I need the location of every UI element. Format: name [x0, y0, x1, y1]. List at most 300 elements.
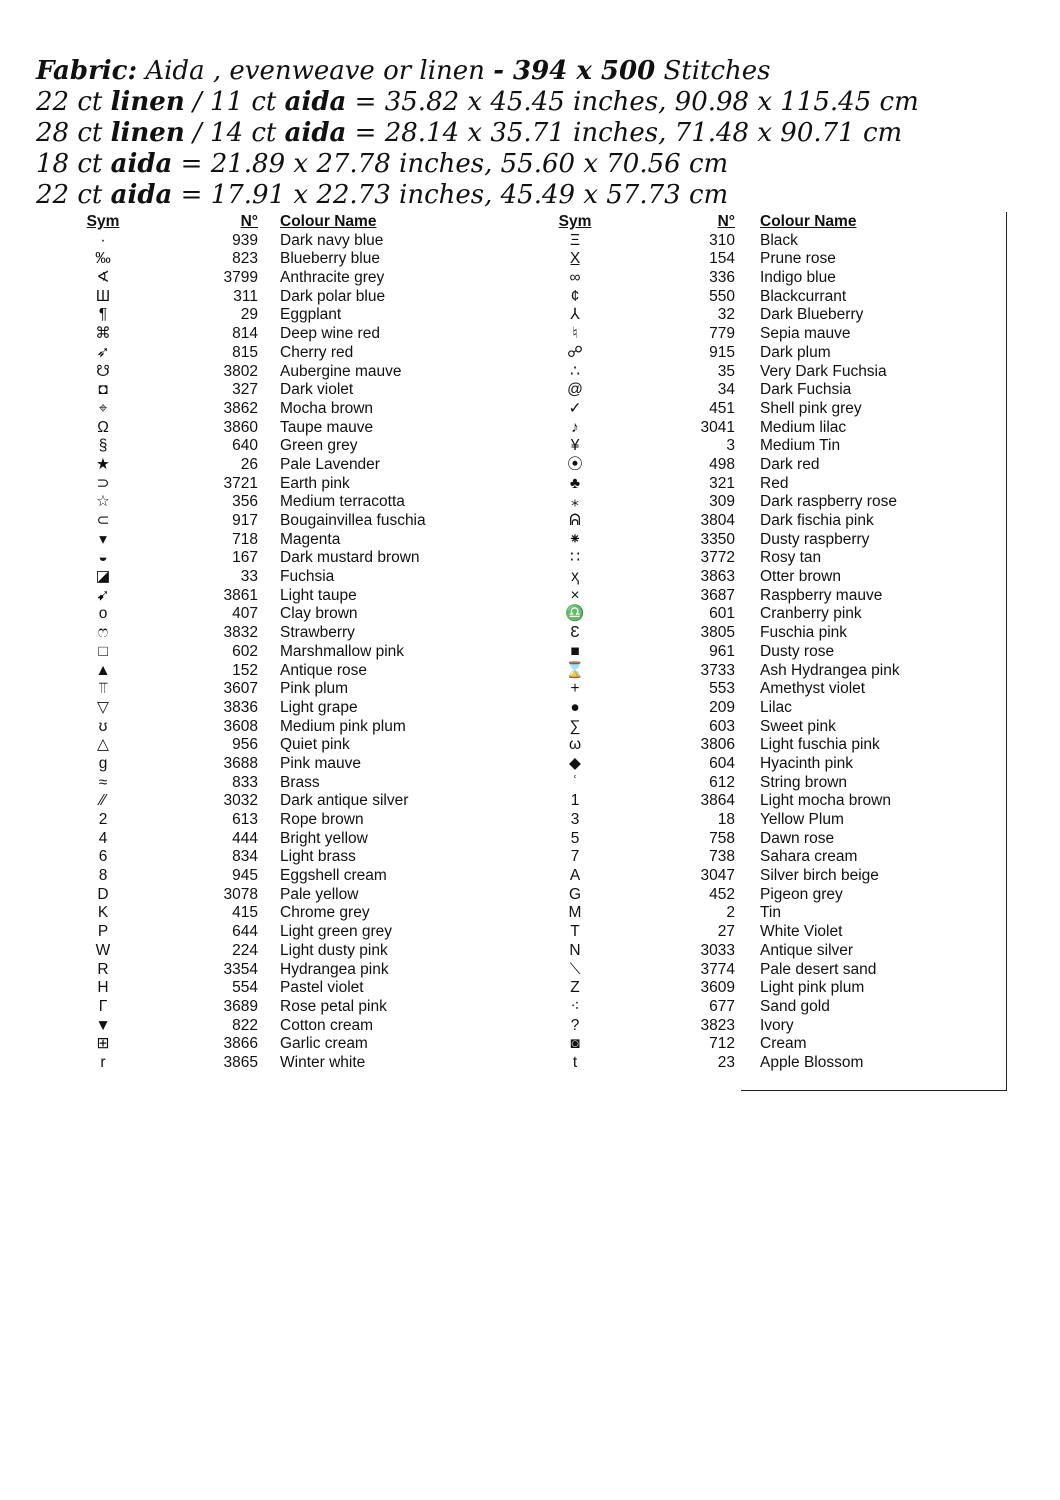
colour-name-header: Colour Name — [280, 213, 377, 230]
colour-name-header: Colour Name — [760, 213, 857, 230]
colour-name-cell: Hydrangea pink — [280, 960, 389, 978]
fabric-line-2 — [36, 87, 1036, 118]
thread-number-cell: 336 — [709, 269, 735, 287]
symbol-cell: @ — [567, 381, 583, 399]
thread-number-cell: 3836 — [223, 698, 258, 716]
colour-name-cell: Chrome grey — [280, 904, 370, 922]
thread-number-cell: 3733 — [700, 661, 735, 679]
symbol-cell: × — [570, 586, 580, 604]
thread-number-cell: 18 — [717, 811, 735, 828]
colour-name-cell: Apple Blossom — [760, 1053, 864, 1071]
colour-name-cell: Yellow Plum — [760, 811, 844, 828]
colour-name-cell: Magenta — [280, 530, 341, 548]
colour-name-cell: Eggplant — [280, 306, 342, 324]
colour-name-cell: Light green grey — [280, 923, 393, 941]
colour-name-cell: Light mocha brown — [760, 792, 891, 810]
fabric-line-5 — [36, 180, 1036, 211]
colour-name-cell: Light brass — [280, 848, 356, 866]
symbol-cell: T — [570, 923, 580, 941]
symbol-cell: ¢ — [570, 287, 580, 305]
count-text: / 14 ct — [184, 118, 285, 148]
colour-name-cell: Dark Fuchsia — [760, 381, 852, 399]
thread-number-cell: 553 — [709, 680, 735, 698]
thread-number-cell: 834 — [232, 848, 258, 866]
symbol-cell: § — [98, 437, 108, 455]
thread-number-cell: 451 — [709, 399, 735, 417]
colour-name-cell: Pigeon grey — [760, 885, 843, 903]
thread-number-cell: 3862 — [223, 399, 258, 417]
thread-number-cell: 3774 — [700, 960, 735, 978]
thread-number-cell: 3032 — [223, 792, 258, 810]
thread-number-cell: 224 — [232, 941, 258, 959]
symbol-cell: ω — [568, 736, 582, 754]
symbol-cell: Γ — [98, 997, 108, 1015]
fabric-line-4 — [36, 149, 1036, 180]
thread-number-cell: 3806 — [700, 736, 735, 754]
colour-name-cell: Medium lilac — [760, 418, 847, 436]
colour-name-cell: Light pink plum — [760, 979, 865, 997]
symbol-cell: ? — [570, 1016, 580, 1034]
colour-name-cell: Dusty raspberry — [760, 530, 870, 548]
symbol-cell: ¥ — [570, 437, 580, 455]
colour-name-cell: Pale desert sand — [760, 960, 877, 978]
colour-name-cell: Light taupe — [280, 586, 357, 604]
thread-number-cell: 613 — [232, 811, 258, 828]
symbol-cell: G — [568, 885, 582, 903]
thread-number-cell: 3047 — [700, 867, 735, 885]
thread-number-cell: 3860 — [223, 418, 258, 436]
symbol-cell: g — [98, 754, 108, 772]
symbol-cell: ⁄⁄ — [100, 792, 106, 810]
colour-name-cell: Blueberry blue — [280, 250, 380, 268]
symbol-cell: N — [569, 941, 581, 959]
number-header: N° — [717, 213, 735, 230]
colour-name-cell: Sweet pink — [760, 717, 836, 735]
colour-name-cell: Pastel violet — [280, 979, 364, 997]
thread-number-cell: 644 — [232, 923, 258, 941]
colour-name-cell: Dark navy blue — [280, 231, 384, 249]
count-text: 28 ct — [36, 118, 111, 148]
thread-number-cell: 407 — [232, 605, 258, 623]
thread-number-cell: 309 — [709, 493, 735, 511]
colour-name-cell: Amethyst violet — [760, 680, 866, 698]
symbol-cell: ∑ — [569, 717, 581, 735]
thread-number-cell: 3033 — [700, 941, 735, 959]
symbol-cell: ‰ — [95, 250, 111, 268]
symbol-cell: Ɛ — [570, 624, 580, 642]
colour-name-cell: Antique silver — [760, 941, 854, 959]
thread-number-cell: 209 — [709, 698, 735, 716]
thread-number-cell: 29 — [240, 306, 258, 324]
symbol-cell: ∞ — [569, 269, 581, 287]
thread-number-cell: 961 — [709, 642, 735, 660]
thread-number-cell: 712 — [709, 1035, 735, 1053]
symbol-cell: ⟍ — [569, 960, 581, 978]
thread-number-cell: 452 — [709, 885, 735, 903]
symbol-cell: 6 — [98, 848, 108, 866]
colour-name-cell: Antique rose — [280, 661, 368, 679]
fabric-types: Aida , evenweave or linen — [137, 56, 494, 86]
fabric-line-1 — [36, 56, 1036, 87]
symbol-cell: ☆ — [96, 493, 110, 511]
colour-name-cell: Pink mauve — [280, 754, 361, 772]
symbol-cell: ✓ — [568, 399, 582, 417]
symbol-cell: ҳ — [571, 568, 579, 586]
thread-number-cell: 444 — [232, 829, 258, 847]
colour-name-cell: Fuschia pink — [760, 624, 848, 642]
thread-number-cell: 779 — [709, 325, 735, 343]
thread-number-cell: 718 — [232, 530, 258, 548]
symbol-cell: ♮ — [572, 325, 578, 343]
colour-name-cell: Eggshell cream — [280, 867, 387, 885]
colour-name-cell: Rope brown — [280, 811, 364, 828]
colour-name-cell: Light dusty pink — [280, 941, 388, 959]
symbol-cell: Z — [570, 979, 580, 997]
symbol-cell: ¶ — [98, 306, 108, 324]
thread-number-cell: 554 — [232, 979, 258, 997]
symbol-cell: ෆ — [97, 624, 109, 642]
symbol-cell: ⁖ — [570, 997, 580, 1015]
symbol-cell: ⌖ — [98, 399, 108, 417]
sym-header: Sym — [558, 213, 592, 230]
symbol-cell: 5 — [570, 829, 580, 847]
colour-name-cell: Cream — [760, 1035, 807, 1053]
thread-number-cell: 601 — [709, 605, 735, 623]
thread-number-cell: 758 — [709, 829, 735, 847]
aida-label: aida — [110, 149, 173, 179]
colour-name-cell: Mocha brown — [280, 399, 374, 417]
symbol-cell: + — [570, 680, 580, 698]
symbol-cell: ⊞ — [96, 1035, 110, 1053]
symbol-cell: Ш — [95, 287, 111, 305]
colour-name-cell: Dusty rose — [760, 642, 835, 660]
colour-name-cell: Anthracite grey — [280, 269, 385, 287]
thread-number-cell: 956 — [232, 736, 258, 754]
colour-name-cell: Dark antique silver — [280, 792, 409, 810]
aida-label: aida — [110, 180, 173, 210]
thread-number-cell: 3866 — [223, 1035, 258, 1053]
symbol-cell: ♪ — [571, 418, 579, 436]
table-border-right — [1006, 212, 1007, 1090]
thread-number-cell: 35 — [717, 362, 735, 380]
thread-number-cell: 3608 — [223, 717, 258, 735]
thread-number-cell: 27 — [717, 923, 735, 941]
aida-label: aida — [284, 118, 347, 148]
thread-number-cell: 3772 — [700, 549, 735, 567]
thread-number-cell: 3688 — [223, 754, 258, 772]
symbol-cell: t — [572, 1053, 578, 1071]
thread-number-cell: 3861 — [223, 586, 258, 604]
size-text: = 17.91 x 22.73 inches, 45.49 x 57.73 cm — [172, 180, 729, 210]
colour-name-cell: Clay brown — [280, 605, 358, 623]
thread-number-cell: 3864 — [700, 792, 735, 810]
colour-name-cell: Dark mustard brown — [280, 549, 420, 567]
thread-number-cell: 3354 — [223, 960, 258, 978]
linen-label: linen — [110, 87, 185, 117]
thread-number-cell: 3823 — [700, 1016, 735, 1034]
thread-number-cell: 3863 — [700, 568, 735, 586]
symbol-cell: ☋ — [96, 362, 110, 380]
thread-number-cell: 32 — [717, 306, 735, 324]
symbol-cell: ◒ — [98, 549, 108, 567]
colour-name-cell: Sand gold — [760, 997, 830, 1015]
symbol-cell: ◪ — [95, 568, 111, 586]
colour-name-cell: Lilac — [760, 698, 792, 716]
colour-name-cell: Pale yellow — [280, 885, 359, 903]
count-text: 22 ct — [36, 180, 111, 210]
thread-number-cell: 154 — [709, 250, 735, 268]
symbol-cell: Ω — [97, 418, 109, 436]
colour-name-cell: Dark polar blue — [280, 287, 386, 305]
aida-label: aida — [284, 87, 347, 117]
colour-name-cell: Prune rose — [760, 250, 836, 268]
symbol-cell: ʊ — [98, 717, 108, 735]
colour-name-cell: Cotton cream — [280, 1016, 374, 1034]
number-header: N° — [240, 213, 258, 230]
symbol-cell: ▼ — [95, 1016, 111, 1034]
symbol-cell: ∷ — [570, 549, 580, 567]
colour-name-cell: Brass — [280, 773, 320, 791]
sym-header: Sym — [86, 213, 120, 230]
symbol-cell: ◆ — [569, 754, 581, 772]
symbol-cell: ■ — [570, 642, 580, 660]
thread-number-cell: 167 — [232, 549, 258, 567]
colour-name-cell: Black — [760, 231, 798, 249]
symbol-cell: M — [568, 904, 582, 922]
thread-number-cell: 3865 — [223, 1053, 258, 1071]
thread-number-cell: 3350 — [700, 530, 735, 548]
symbol-cell: H — [97, 979, 109, 997]
thread-number-cell: 602 — [232, 642, 258, 660]
symbol-cell: R — [97, 960, 109, 978]
symbol-cell: 3 — [570, 811, 580, 828]
symbol-cell: ◘ — [98, 381, 108, 399]
count-text: 18 ct — [36, 149, 111, 179]
colour-name-cell: Dark raspberry rose — [760, 493, 897, 511]
colour-name-cell: Dark fischia pink — [760, 512, 874, 529]
fabric-line-3 — [36, 118, 1036, 149]
symbol-cell: o — [98, 605, 108, 623]
thread-number-cell: 310 — [709, 231, 735, 249]
thread-number-cell: 677 — [709, 997, 735, 1015]
colour-name-cell: Ivory — [760, 1016, 794, 1034]
symbol-cell: 2 — [98, 811, 108, 828]
thread-number-cell: 939 — [232, 231, 258, 249]
symbol-cell: ➹ — [96, 586, 110, 604]
symbol-cell: 1 — [570, 792, 580, 810]
size-text: = 28.14 x 35.71 inches, 71.48 x 90.71 cm — [346, 118, 903, 148]
size-text: = 21.89 x 27.78 inches, 55.60 x 70.56 cm — [172, 149, 729, 179]
symbol-cell: ▽ — [97, 698, 109, 716]
colour-name-cell: Medium terracotta — [280, 493, 405, 511]
symbol-cell: P — [97, 923, 109, 941]
thread-number-cell: 3832 — [223, 624, 258, 642]
thread-number-cell: 2 — [726, 904, 735, 922]
symbol-cell: ♣ — [569, 474, 581, 492]
colour-name-cell: Rose petal pink — [280, 997, 387, 1015]
colour-name-cell: Cranberry pink — [760, 605, 862, 623]
colour-name-cell: Dark Blueberry — [760, 306, 864, 324]
colour-name-cell: Quiet pink — [280, 736, 350, 754]
colour-name-cell: Cherry red — [280, 343, 354, 361]
colour-name-cell: Marshmallow pink — [280, 642, 405, 660]
symbol-cell: ∢ — [96, 269, 110, 287]
thread-number-cell: 356 — [232, 493, 258, 511]
colour-name-cell: Dark violet — [280, 381, 354, 399]
colour-name-cell: Strawberry — [280, 624, 355, 642]
symbol-cell: ᕱ — [569, 512, 581, 529]
symbol-cell: ▲ — [95, 661, 111, 679]
thread-number-cell: 833 — [232, 773, 258, 791]
colour-name-cell: Earth pink — [280, 474, 350, 492]
colour-name-cell: Medium Tin — [760, 437, 841, 455]
symbol-cell: ⊂ — [96, 512, 110, 529]
symbol-cell: ➶ — [96, 343, 110, 361]
symbol-cell: 7 — [570, 848, 580, 866]
symbol-cell: 4 — [98, 829, 108, 847]
colour-name-cell: Garlic cream — [280, 1035, 368, 1053]
symbol-cell: ▾ — [99, 530, 107, 548]
colour-name-cell: Silver birch beige — [760, 867, 879, 885]
thread-number-cell: 3804 — [700, 512, 735, 529]
thread-number-cell: 3078 — [223, 885, 258, 903]
colour-name-cell: Rosy tan — [760, 549, 822, 567]
thread-number-cell: 550 — [709, 287, 735, 305]
colour-name-cell: Bougainvillea fuschia — [280, 512, 426, 529]
colour-name-cell: Winter white — [280, 1053, 366, 1071]
symbol-cell: ● — [570, 698, 580, 716]
colour-name-cell: Medium pink plum — [280, 717, 406, 735]
symbol-cell: W — [95, 941, 111, 959]
thread-number-cell: 415 — [232, 904, 258, 922]
fabric-info — [36, 56, 1036, 211]
symbol-cell: ♎ — [565, 605, 585, 623]
fabric-dash: - — [493, 56, 514, 86]
thread-number-cell: 311 — [233, 287, 258, 305]
symbol-cell: ⁕ — [568, 530, 582, 548]
symbol-cell: D — [97, 885, 109, 903]
symbol-cell: ⫪ — [98, 680, 108, 698]
thread-number-cell: 498 — [709, 455, 735, 473]
colour-name-cell: Sepia mauve — [760, 325, 851, 343]
thread-number-cell: 3799 — [223, 269, 258, 287]
colour-name-cell: Sahara cream — [760, 848, 858, 866]
symbol-cell: ⌛ — [565, 661, 585, 679]
colour-name-cell: Pink plum — [280, 680, 349, 698]
thread-number-cell: 26 — [240, 455, 258, 473]
colour-name-cell: Taupe mauve — [280, 418, 374, 436]
symbol-cell: ʿ — [572, 773, 578, 791]
colour-name-cell: Light grape — [280, 698, 358, 716]
colour-name-cell: Dark red — [760, 455, 820, 473]
colour-name-cell: Dark plum — [760, 343, 831, 361]
thread-number-cell: 814 — [232, 325, 258, 343]
thread-number-cell: 603 — [709, 717, 735, 735]
thread-number-cell: 3609 — [700, 979, 735, 997]
colour-name-cell: Dawn rose — [760, 829, 835, 847]
symbol-cell: A — [569, 867, 581, 885]
thread-number-cell: 917 — [232, 512, 258, 529]
symbol-cell: 8 — [98, 867, 108, 885]
colour-name-cell: White Violet — [760, 923, 843, 941]
thread-number-cell: 3689 — [223, 997, 258, 1015]
symbol-cell: ☍ — [567, 343, 583, 361]
thread-number-cell: 3 — [726, 437, 735, 455]
symbol-cell: ★ — [96, 455, 110, 473]
symbol-cell: Ξ — [569, 231, 581, 249]
thread-number-cell: 604 — [709, 754, 735, 772]
symbol-cell: X̲ — [569, 250, 581, 268]
thread-number-cell: 321 — [709, 474, 735, 492]
symbol-cell: ◙ — [570, 1035, 580, 1053]
colour-name-cell: Hyacinth pink — [760, 754, 854, 772]
thread-number-cell: 915 — [709, 343, 735, 361]
symbol-cell: r — [100, 1053, 106, 1071]
colour-name-cell: Light fuschia pink — [760, 736, 880, 754]
colour-name-cell: Raspberry mauve — [760, 586, 883, 604]
colour-name-cell: Deep wine red — [280, 325, 380, 343]
colour-name-cell: Tin — [760, 904, 781, 922]
thread-number-cell: 34 — [717, 381, 735, 399]
thread-number-cell: 815 — [232, 343, 258, 361]
thread-number-cell: 327 — [232, 381, 258, 399]
thread-number-cell: 822 — [232, 1016, 258, 1034]
colour-name-cell: Blackcurrant — [760, 287, 847, 305]
symbol-cell: △ — [97, 736, 109, 754]
thread-number-cell: 823 — [232, 250, 258, 268]
table-border-bottom — [741, 1090, 1007, 1091]
count-text: 22 ct — [36, 87, 111, 117]
thread-number-cell: 33 — [240, 568, 258, 586]
thread-number-cell: 3041 — [700, 418, 735, 436]
thread-number-cell: 640 — [232, 437, 258, 455]
symbol-cell: ⅄ — [570, 306, 580, 324]
colour-name-cell: Aubergine mauve — [280, 362, 402, 380]
thread-number-cell: 23 — [717, 1053, 735, 1071]
thread-number-cell: 3687 — [700, 586, 735, 604]
colour-name-cell: Indigo blue — [760, 269, 836, 287]
count-text: / 11 ct — [184, 87, 285, 117]
thread-number-cell: 612 — [709, 773, 735, 791]
symbol-cell: □ — [98, 642, 108, 660]
colour-name-cell: Ash Hydrangea pink — [760, 661, 900, 679]
colour-name-cell: Pale Lavender — [280, 455, 380, 473]
thread-number-cell: 945 — [232, 867, 258, 885]
linen-label: linen — [110, 118, 185, 148]
symbol-cell: K — [97, 904, 109, 922]
thread-number-cell: 3805 — [700, 624, 735, 642]
colour-name-cell: String brown — [760, 773, 848, 791]
colour-name-cell: Green grey — [280, 437, 358, 455]
symbol-cell: ⊃ — [96, 474, 110, 492]
colour-name-cell: Shell pink grey — [760, 399, 862, 417]
symbol-cell: · — [100, 231, 106, 249]
symbol-cell: ⌘ — [95, 325, 111, 343]
fabric-label: Fabric: — [36, 56, 138, 86]
thread-number-cell: 3721 — [223, 474, 258, 492]
colour-name-cell: Very Dark Fuchsia — [760, 362, 887, 380]
symbol-cell: ∴ — [570, 362, 580, 380]
colour-name-cell: Red — [760, 474, 789, 492]
thread-number-cell: 152 — [232, 661, 258, 679]
symbol-cell: ⦿ — [567, 455, 583, 473]
stitch-count: 394 x 500 — [513, 56, 656, 86]
thread-number-cell: 3607 — [223, 680, 258, 698]
symbol-cell: ≈ — [98, 773, 108, 791]
symbol-cell: ⁎ — [571, 493, 579, 511]
colour-name-cell: Fuchsia — [280, 568, 335, 586]
thread-number-cell: 738 — [709, 848, 735, 866]
